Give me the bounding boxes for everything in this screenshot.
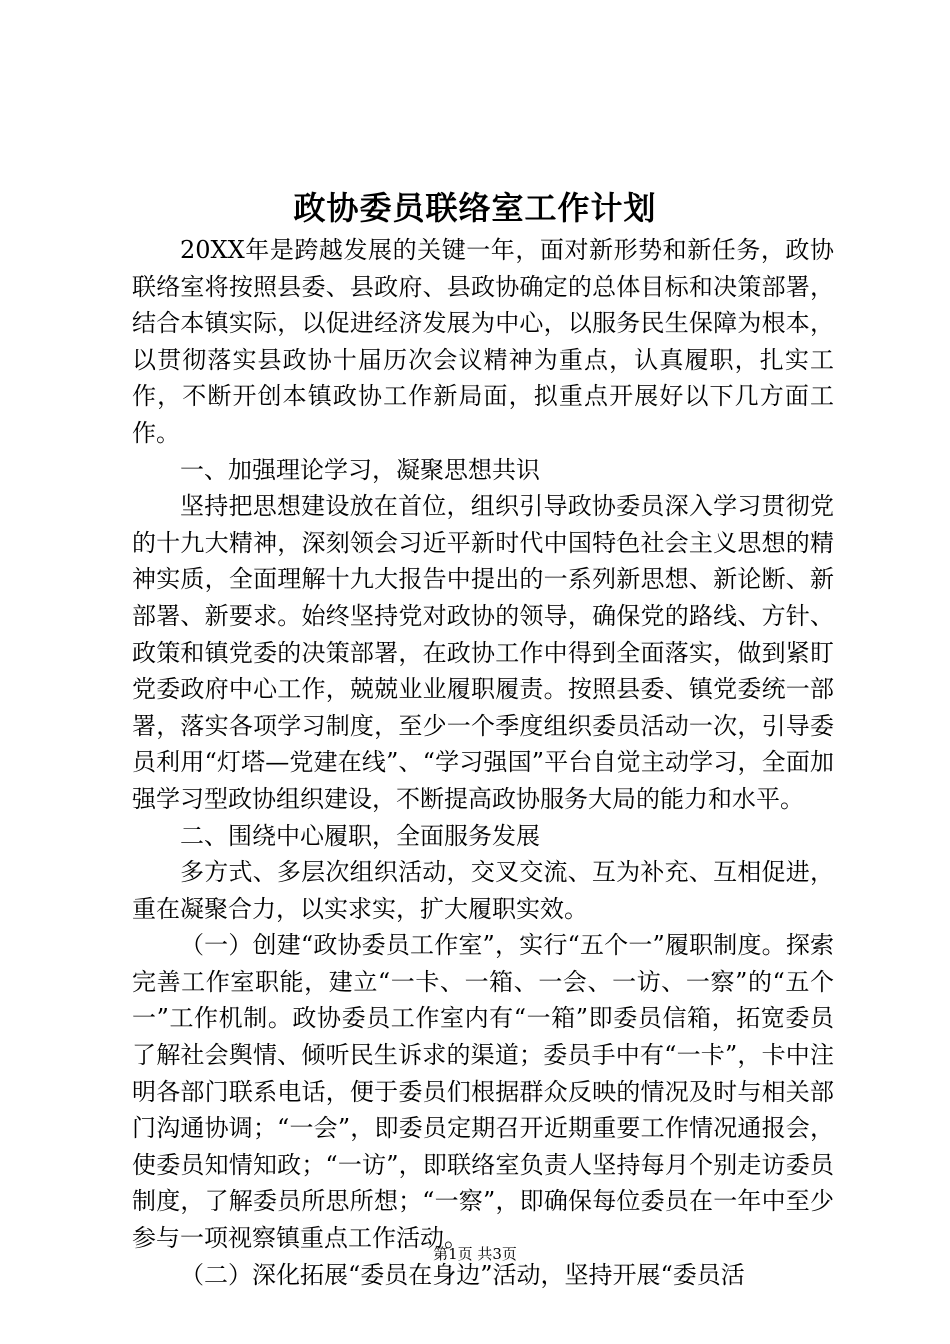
document-body xyxy=(132,232,834,1293)
subsection-1-paragraph: （一）创建“政协委员工作室”，实行“五个一”履职制度。探索完善工作室职能，建立“一卡、一箱、一会、一访、一察”的“五个一”工作机制。政协委员工作室内有“一箱”即委员信箱，拓宽委员了解社会舆情、倾听民生诉求的渠道；委员手中有“一卡”，卡中注明各部门联系电话，便于委员们根据群众反映的情况及时与相关部门沟通协调；“一会”，即委员定期召开近期重要工作情况通报会，使委员知情知政；“一访”，即联络室负责人坚持每月个别走访委员制度，了解委员所思所想；“一察”，即确保每位委员在一年中至少参与一项视察镇重点工作活动。 xyxy=(132,931,834,1253)
page-footer: 第1页 共3页 xyxy=(433,1245,517,1263)
section-2-paragraph: 多方式、多层次组织活动，交叉交流、互为补充、互相促进，重在凝聚合力，以实求实，扩大履职实效。 xyxy=(132,858,834,923)
intro-paragraph: 20XX年是跨越发展的关键一年，面对新形势和新任务，政协联络室将按照县委、县政府、县政协确定的总体目标和决策部署，结合本镇实际，以促进经济发展为中心，以服务民生保障为根本，以贯彻落实县政协十届历次会议精神为重点，认真履职，扎实工作，不断开创本镇政协工作新局面，拟重点开展好以下几方面工作。 xyxy=(132,236,834,447)
document-title: 政协委员联络室工作计划 xyxy=(293,189,657,227)
section-heading-2: 二、围绕中心履职，全面服务发展 xyxy=(180,821,540,850)
subsection-2-paragraph: （二）深化拓展“委员在身边”活动，坚持开展“委员活 xyxy=(180,1260,745,1289)
section-heading-1: 一、加强理论学习，凝聚思想共识 xyxy=(180,455,540,484)
section-1-paragraph: 坚持把思想建设放在首位，组织引导政协委员深入学习贯彻党的十九大精神，深刻领会习近平新时代中国特色社会主义思想的精神实质，全面理解十九大报告中提出的一系列新思想、新论断、新部署、新要求。始终坚持党对政协的领导，确保党的路线、方针、政策和镇党委的决策部署，在政协工作中得到全面落实，做到紧盯党委政府中心工作，兢兢业业履职履责。按照县委、镇党委统一部署，落实各项学习制度，至少一个季度组织委员活动一次，引导委员利用“灯塔—党建在线”、“学习强国”平台自觉主动学习，全面加强学习型政协组织建设，不断提高政协服务大局的能力和水平。 xyxy=(132,492,834,813)
